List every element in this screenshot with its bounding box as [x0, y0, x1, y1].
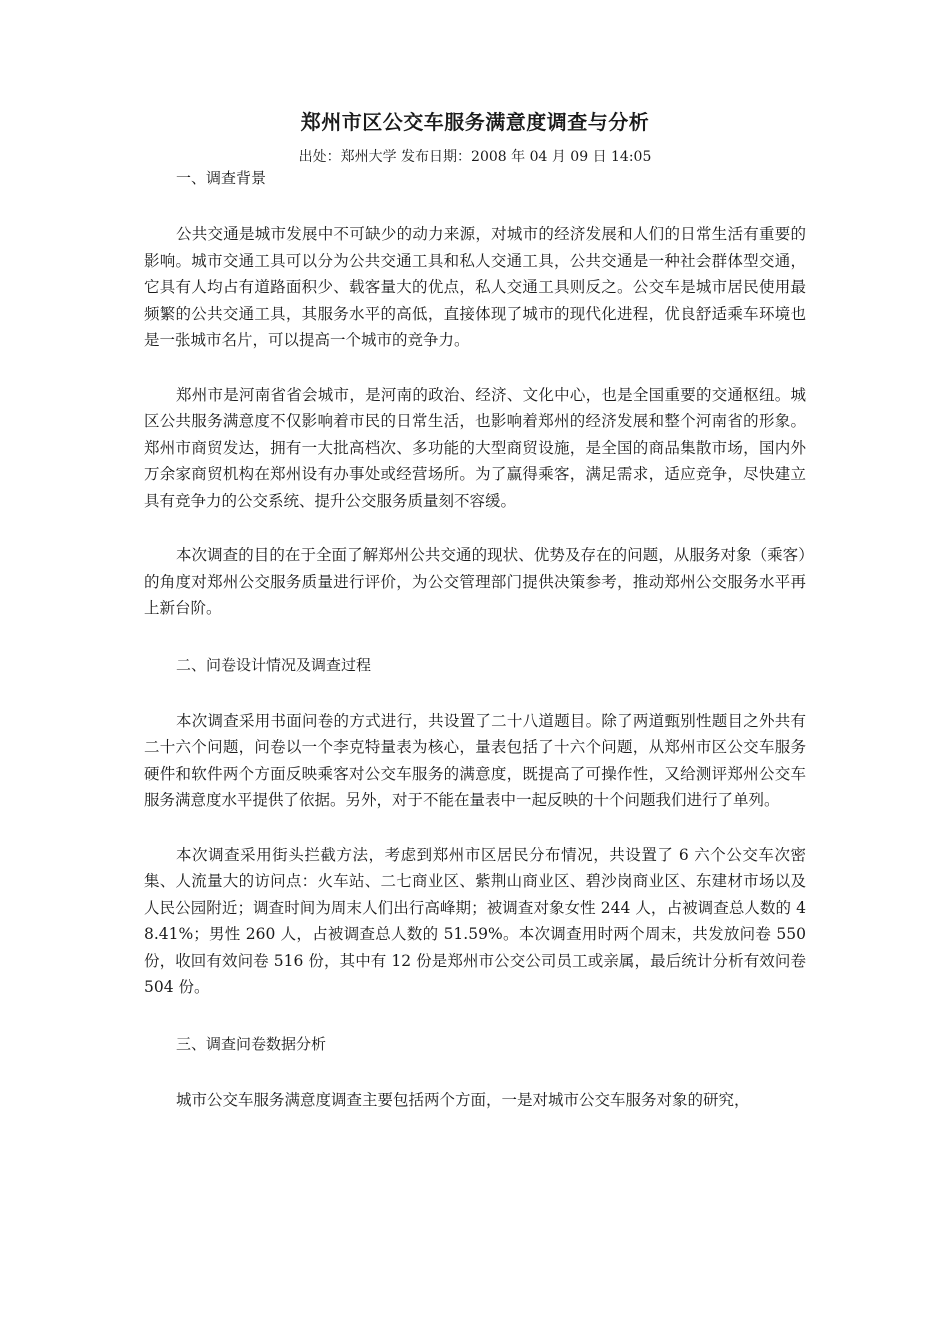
spacer — [144, 622, 806, 654]
spacer — [144, 814, 806, 842]
section-heading-questionnaire: 二、问卷设计情况及调查过程 — [176, 655, 372, 674]
spacer — [144, 189, 806, 221]
paragraph: 公共交通是城市发展中不可缺少的动力来源，对城市的经济发展和人们的日常生活有重要的影响。城市交通工具可以分为公共交通工具和私人交通工具，公共交通是一种社会群体型交通，它具有人均占有道路面积少、载客量大的优点，私人交通工具则反之。公交车是城市居民使用最频繁的公共交通工具，其服务水平的高低，直接体现了城市的现代化进程，优良舒适乘车环境也是一张城市名片，可以提高一个城市的竞争力。 — [144, 225, 806, 349]
paragraph: 城市公交车服务满意度调查主要包括两个方面，一是对城市公交车服务对象的研究， — [176, 1090, 750, 1109]
paragraph: 本次调查采用书面问卷的方式进行，共设置了二十八道题目。除了两道甄别性题目之外共有二十六个问题，问卷以一个李克特量表为核心，量表包括了十六个问题，从郑州市区公交车服务硬件和软件两个方面反映乘客对公交车服务的满意度，既提高了可操作性，又给测评郑州公交车服务满意度水平提供了依据。另外，对于不能在量表中一起反映的十个问题我们进行了单列。 — [144, 711, 806, 809]
paragraph: 本次调查采用街头拦截方法，考虑到郑州市区居民分布情况，共设置了 6 六个公交车次密集、人流量大的访问点：火车站、二七商业区、紫荆山商业区、碧沙岗商业区、东建材市场以及人民公园附近；调查时间为周末人们出行高峰期；被调查对象女性 244 人，占被调查总人数的 48.41%；男性 260 人，占被调查总人数的 51.59%。本次调查用时两个周末，共发放问卷 550 份，收回有效问卷 516 份，其中有 12 份是郑州市公交公司员工或亲属，最后统计分析有效问卷 504 份。 — [144, 845, 806, 996]
section-heading-analysis: 三、调查问卷数据分析 — [176, 1034, 327, 1053]
document-page — [144, 108, 806, 1113]
spacer — [144, 1055, 806, 1087]
paragraph: 本次调查的目的在于全面了解郑州公共交通的现状、优势及存在的问题，从服务对象（乘客）的角度对郑州公交服务质量进行评价，为公交管理部门提供决策参考，推动郑州公交服务水平再上新台阶。 — [144, 546, 806, 617]
document-title: 郑州市区公交车服务满意度调查与分析 — [300, 110, 650, 134]
spacer — [144, 354, 806, 382]
spacer — [144, 514, 806, 542]
spacer — [144, 1001, 806, 1033]
section-heading-background: 一、调查背景 — [176, 169, 267, 187]
paragraph: 郑州市是河南省省会城市，是河南的政治、经济、文化中心，也是全国重要的交通枢纽。城区公共服务满意度不仅影响着市民的日常生活，也影响着郑州的经济发展和整个河南省的形象。郑州市商贸发达，拥有一大批高档次、多功能的大型商贸设施，是全国的商品集散市场，国内外万余家商贸机构在郑州设有办事处或经营场所。为了赢得乘客，满足需求，适应竞争，尽快建立具有竞争力的公交系统、提升公交服务质量刻不容缓。 — [144, 385, 806, 510]
document-meta: 出处：郑州大学 发布日期：2008 年 04 月 09 日 14:05 — [298, 149, 652, 165]
spacer — [144, 676, 806, 708]
